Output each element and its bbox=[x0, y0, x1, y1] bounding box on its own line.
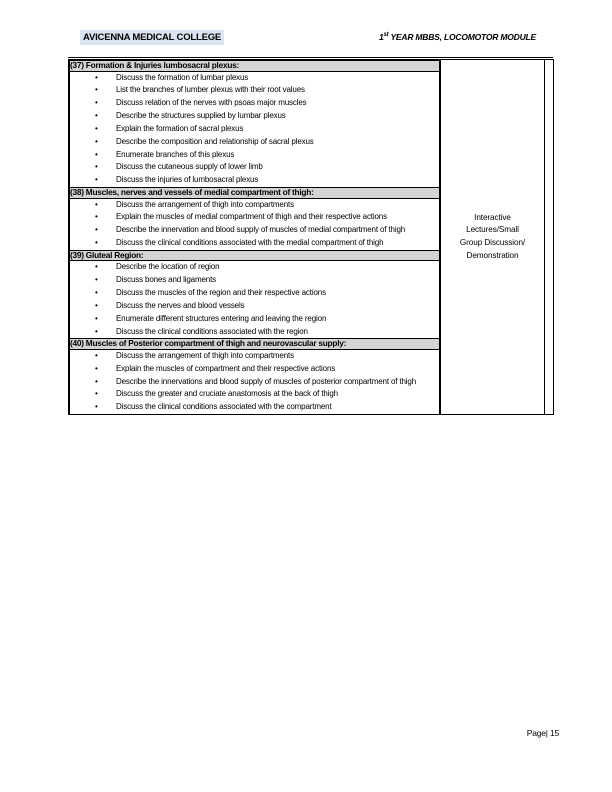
list-item: • Discuss relation of the nerves with psoas major muscles bbox=[70, 97, 439, 109]
list-item: • Describe the composition and relationship of sacral plexus bbox=[70, 136, 439, 148]
list-item: • Enumerate different structures entering and leaving the region bbox=[70, 313, 439, 325]
list-item: • Explain the muscles of medial compartment of thigh and their respective actions bbox=[70, 211, 439, 223]
page-header bbox=[68, 30, 553, 50]
list-item: • Discuss the clinical conditions associated with the compartment bbox=[70, 401, 439, 413]
list-item: • Describe the innervations and blood supply of muscles of posterior compartment of thigh bbox=[70, 376, 439, 388]
objective-list-38 bbox=[70, 199, 439, 249]
list-item: • Discuss the arrangement of thigh into compartments bbox=[70, 350, 439, 362]
list-item: • Discuss the cutaneous supply of lower limb bbox=[70, 161, 439, 173]
objective-list-40 bbox=[70, 350, 439, 413]
section-body-row bbox=[70, 349, 440, 414]
list-item: • Describe the innervation and blood supply of muscles of medial compartment of thigh bbox=[70, 224, 439, 236]
section-body-row bbox=[70, 71, 440, 187]
list-item: • Discuss the injuries of lumbosacral plexus bbox=[70, 174, 439, 186]
teaching-strategy-column bbox=[441, 60, 545, 415]
college-name: AVICENNA MEDICAL COLLEGE bbox=[80, 30, 224, 45]
list-item: • Discuss the nerves and blood vessels bbox=[70, 300, 439, 312]
list-item: • Discuss the greater and cruciate anastomosis at the back of thigh bbox=[70, 388, 439, 400]
module-title-prefix: 1 bbox=[378, 32, 384, 42]
list-item: • Discuss the arrangement of thigh into compartments bbox=[70, 199, 439, 211]
objectives-column bbox=[69, 60, 441, 415]
objective-list-39 bbox=[70, 261, 439, 337]
module-title bbox=[379, 32, 536, 42]
section-heading-row bbox=[70, 61, 440, 72]
list-item: • Discuss the muscles of the region and their respective actions bbox=[70, 287, 439, 299]
learning-objectives-table bbox=[68, 59, 554, 415]
header-divider-rule bbox=[68, 57, 553, 58]
module-title-rest: YEAR MBBS, LOCOMOTOR MODULE bbox=[388, 32, 536, 42]
list-item: • List the branches of lumber plexus with their root values bbox=[70, 84, 439, 96]
list-item: • Describe the location of region bbox=[70, 261, 439, 273]
section-body-row bbox=[70, 198, 440, 250]
list-item: • Discuss the clinical conditions associated with the medial compartment of thigh bbox=[70, 237, 439, 249]
learning-objectives-table-wrap bbox=[68, 59, 553, 415]
section-heading-39: (39) Gluteal Region: bbox=[70, 250, 440, 261]
strategy-line: Group Discussion/ bbox=[459, 238, 526, 247]
section-heading-row bbox=[70, 250, 440, 261]
list-item: • Describe the structures supplied by lumbar plexus bbox=[70, 110, 439, 122]
strategy-line: Interactive bbox=[474, 212, 511, 222]
extra-narrow-column bbox=[545, 60, 554, 415]
list-item: • Discuss the formation of lumbar plexus bbox=[70, 72, 439, 84]
list-item: • Discuss the clinical conditions associated with the region bbox=[70, 326, 439, 338]
section-heading-row bbox=[70, 339, 440, 350]
list-item: • Explain the muscles of compartment and their respective actions bbox=[70, 363, 439, 375]
list-item: • Enumerate branches of this plexus bbox=[70, 149, 439, 161]
section-body-40 bbox=[70, 349, 440, 414]
section-body-39 bbox=[70, 261, 440, 339]
section-body-row bbox=[70, 261, 440, 339]
section-body-38 bbox=[70, 198, 440, 250]
page-number-footer: Page| 15 bbox=[526, 728, 559, 738]
section-heading-40: (40) Muscles of Posterior compartment of thigh and neurovascular supply: bbox=[70, 339, 440, 350]
sections-table bbox=[69, 60, 440, 414]
strategy-line: Lectures/Small bbox=[466, 225, 519, 235]
table-row bbox=[69, 60, 554, 415]
list-item: • Explain the formation of sacral plexus bbox=[70, 123, 439, 135]
list-item: • Discuss bones and ligaments bbox=[70, 274, 439, 286]
module-title-superscript: st bbox=[383, 32, 389, 39]
section-heading-37: (37) Formation & Injuries lumbosacral plexus: bbox=[70, 61, 440, 72]
strategy-line: Demonstration bbox=[466, 250, 519, 260]
section-heading-row bbox=[70, 187, 440, 198]
objective-list-37 bbox=[70, 72, 439, 186]
section-body-37 bbox=[70, 71, 440, 187]
section-heading-38: (38) Muscles, nerves and vessels of medial compartment of thigh: bbox=[70, 187, 440, 198]
